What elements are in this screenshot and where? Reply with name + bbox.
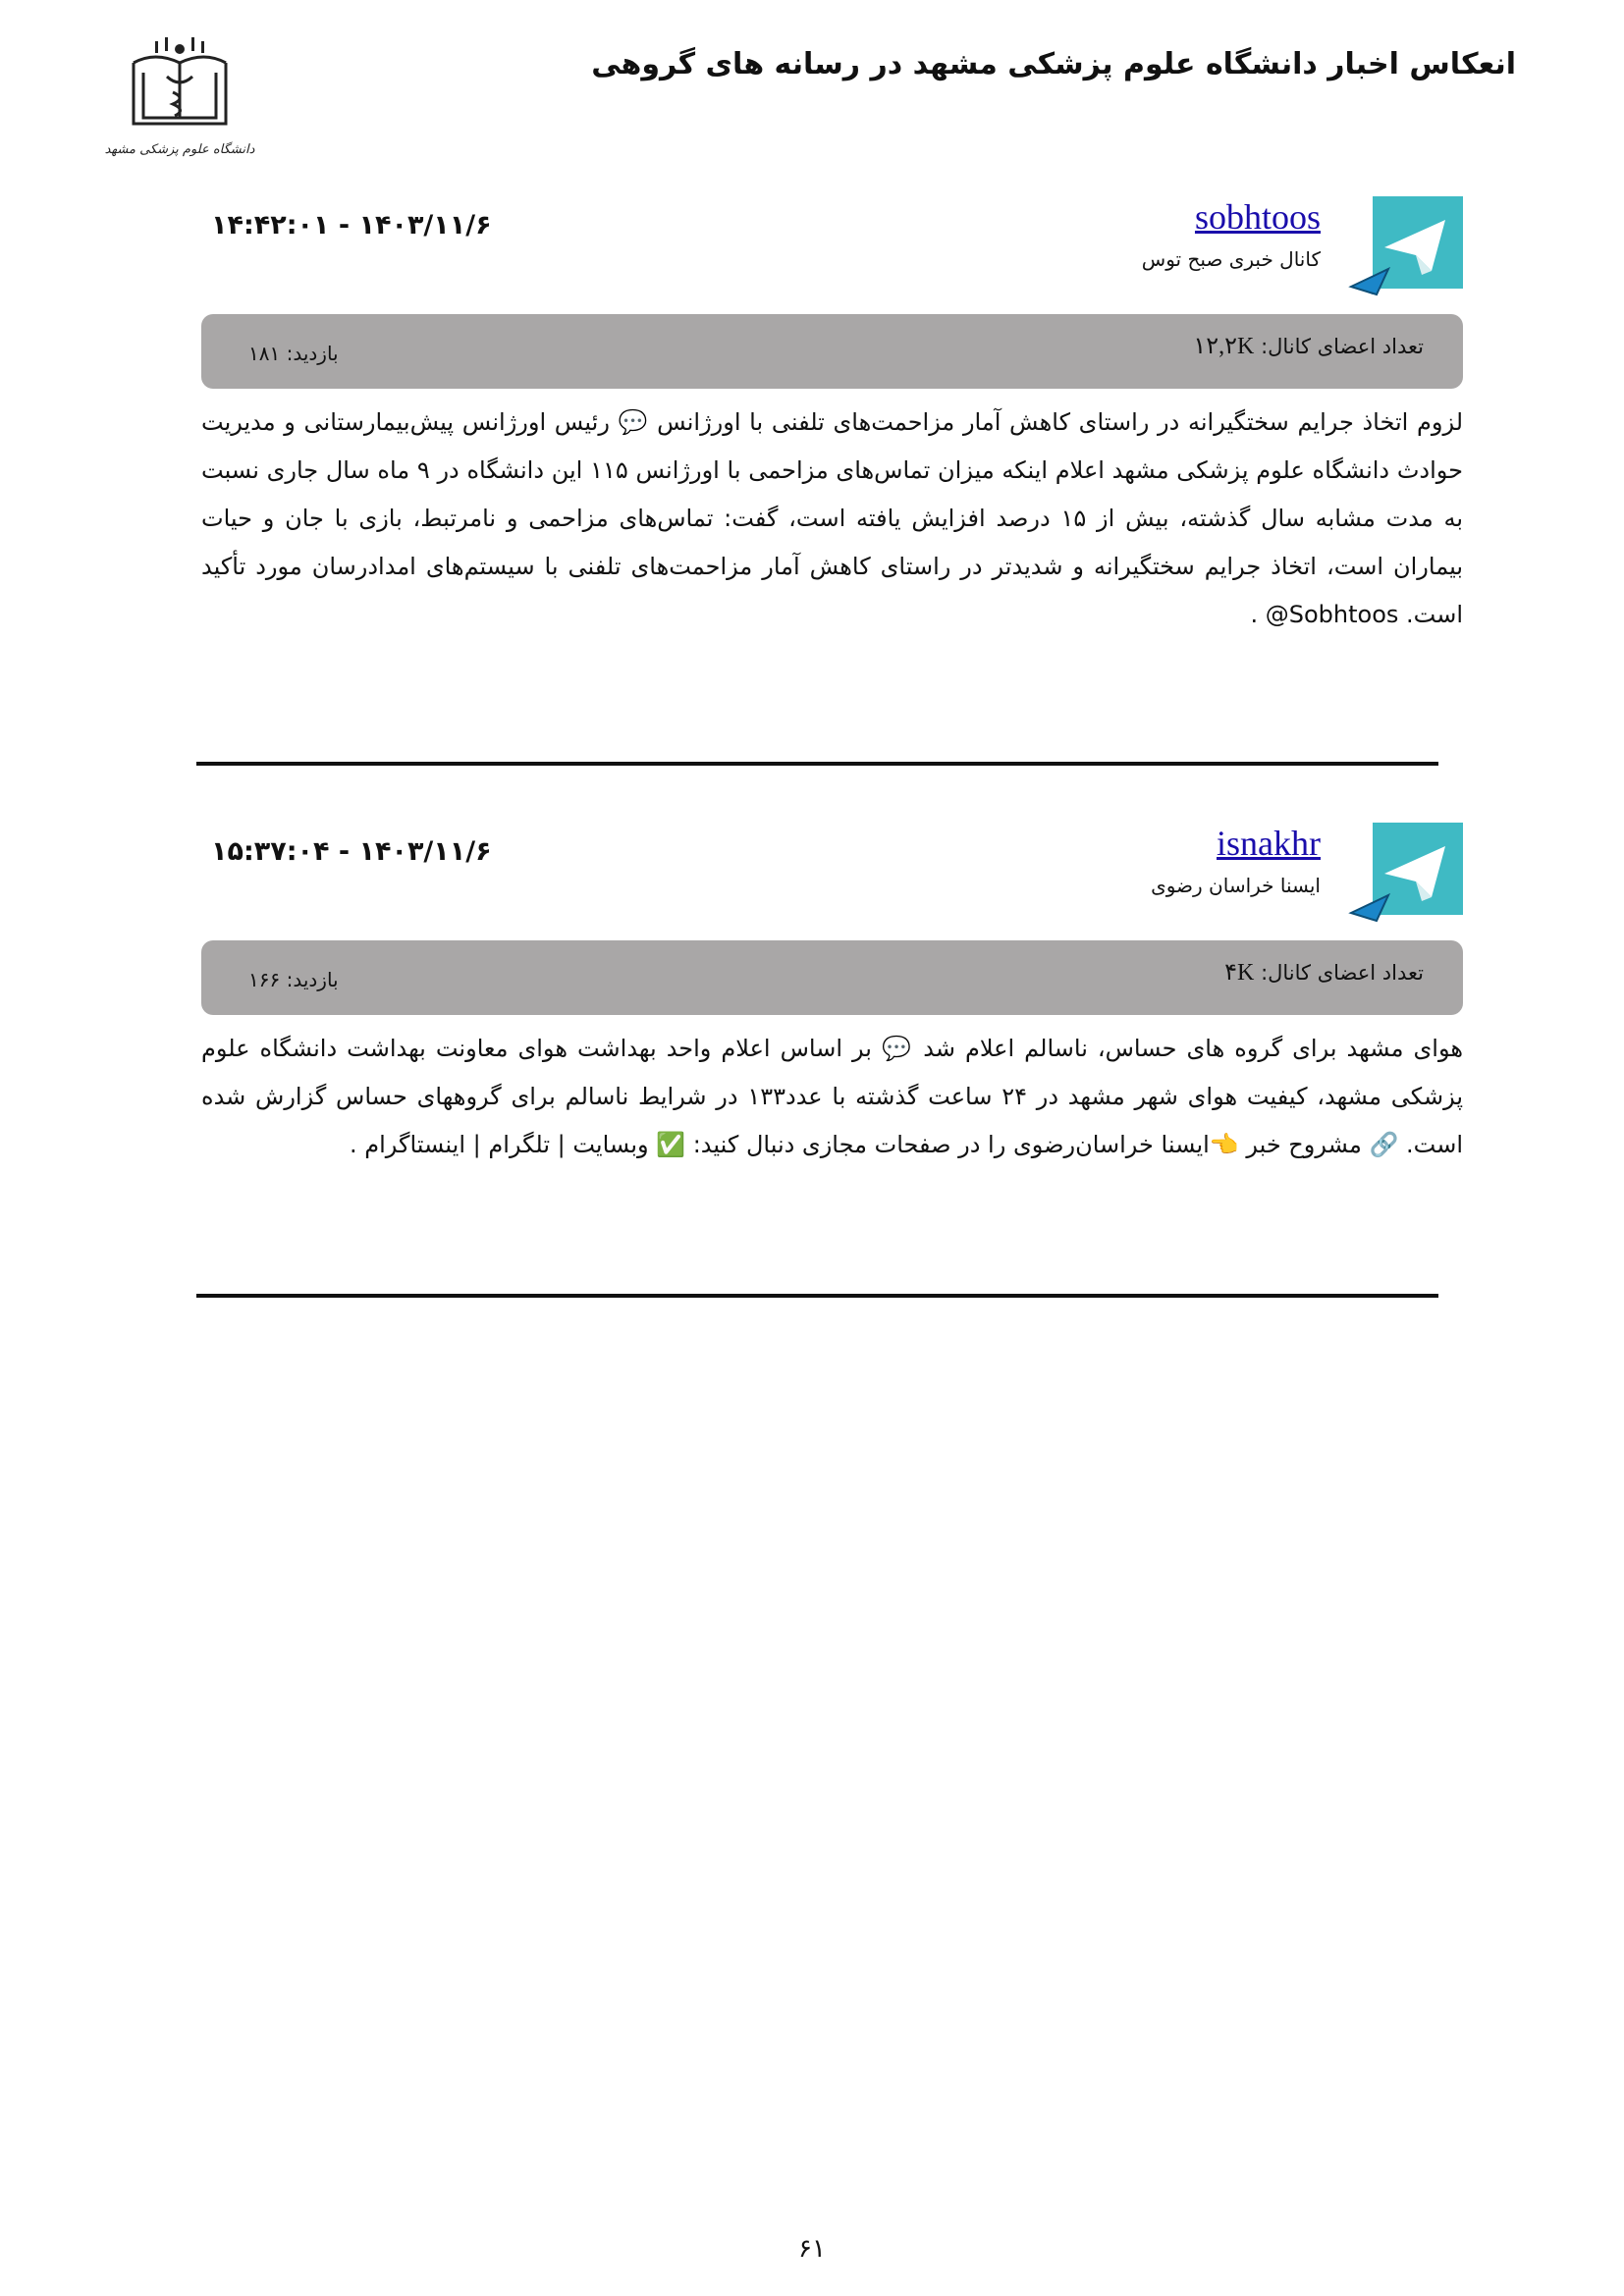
- channel-name: ایسنا خراسان رضوی: [1151, 874, 1321, 897]
- news-post: [201, 196, 1463, 648]
- members-count: ۱۲,۲K: [1193, 334, 1255, 359]
- members-count: ۴K: [1224, 960, 1255, 986]
- view-count: بازدید: ۱۸۱: [248, 342, 339, 365]
- channel-handle-link[interactable]: sobhtoos: [1194, 197, 1321, 237]
- post-divider: [196, 762, 1438, 766]
- post-body: هوای مشهد برای گروه های حساس، ناسالم اعلام شد 💬 بر اساس اعلام واحد بهداشت هوای معاونت بهداشت دانشگاه علوم پزشکی مشهد، کیفیت هوای شهر مشهد در ۲۴ ساعت گذشته با عدد۱۳۳ در شرایط ناسالم برای گروههای حساس گزارش شده است. 🔗 مشروح خبر 👈ایسنا خراسان‌رضوی را در صفحات مجازی دنبال کنید: ✅ وبسایت | تلگرام | اینستاگرام .: [201, 1035, 1463, 1158]
- channel-handle-link[interactable]: isnakhr: [1217, 824, 1321, 863]
- svg-text:دانشگاه علوم پزشکی مشهد: دانشگاه علوم پزشکی مشهد: [104, 142, 255, 157]
- members-label: تعداد اعضای کانال:: [1261, 335, 1424, 358]
- channel-stats-bar: [201, 314, 1463, 389]
- university-logo-icon: [104, 33, 255, 161]
- view-count: بازدید: ۱۶۶: [248, 968, 339, 991]
- news-post: [201, 823, 1463, 1176]
- post-divider: [196, 1294, 1438, 1298]
- channel-members: [1193, 332, 1424, 360]
- members-label: تعداد اعضای کانال:: [1261, 961, 1424, 985]
- channel-name: کانال خبری صبح توس: [1141, 247, 1321, 271]
- page-title: انعکاس اخبار دانشگاه علوم پزشکی مشهد در رسانه های گروهی: [591, 47, 1516, 81]
- channel-members: [1224, 958, 1424, 987]
- post-body: لزوم اتخاذ جرایم سختگیرانه در راستای کاهش آمار مزاحمت‌های تلفنی با اورژانس 💬 رئیس اورژانس پیش‌بیمارستانی و مدیریت حوادث دانشگاه علوم پزشکی مشهد اعلام اینکه میزان تماس‌های مزاحمی با اورژانس ۱۱۵ این دانشگاه در ۹ ماه سال جاری نسبت به مدت مشابه سال گذشته، بیش از ۱۵ درصد افزایش یافته است، گفت: تماس‌های مزاحمی و نامرتبط، بازی با جان و حیات بیماران است، اتخاذ جرایم سختگیرانه و شدیدتر در راستای کاهش آمار مزاحمت‌های تلفنی با سیستم‌های امدادرسان مورد تأکید است. ‎Sobhtoos@ .: [201, 408, 1464, 628]
- post-datetime: ۱۴۰۳/۱۱/۶ - ۱۴:۴۲:۰۱: [211, 210, 492, 240]
- telegram-channel-icon[interactable]: [1373, 196, 1463, 289]
- post-datetime: ۱۴۰۳/۱۱/۶ - ۱۵:۳۷:۰۴: [211, 836, 492, 867]
- university-logo: [104, 33, 255, 161]
- telegram-channel-icon[interactable]: [1373, 823, 1463, 915]
- page-number: ۶۱: [798, 2234, 826, 2264]
- channel-stats-bar: [201, 940, 1463, 1015]
